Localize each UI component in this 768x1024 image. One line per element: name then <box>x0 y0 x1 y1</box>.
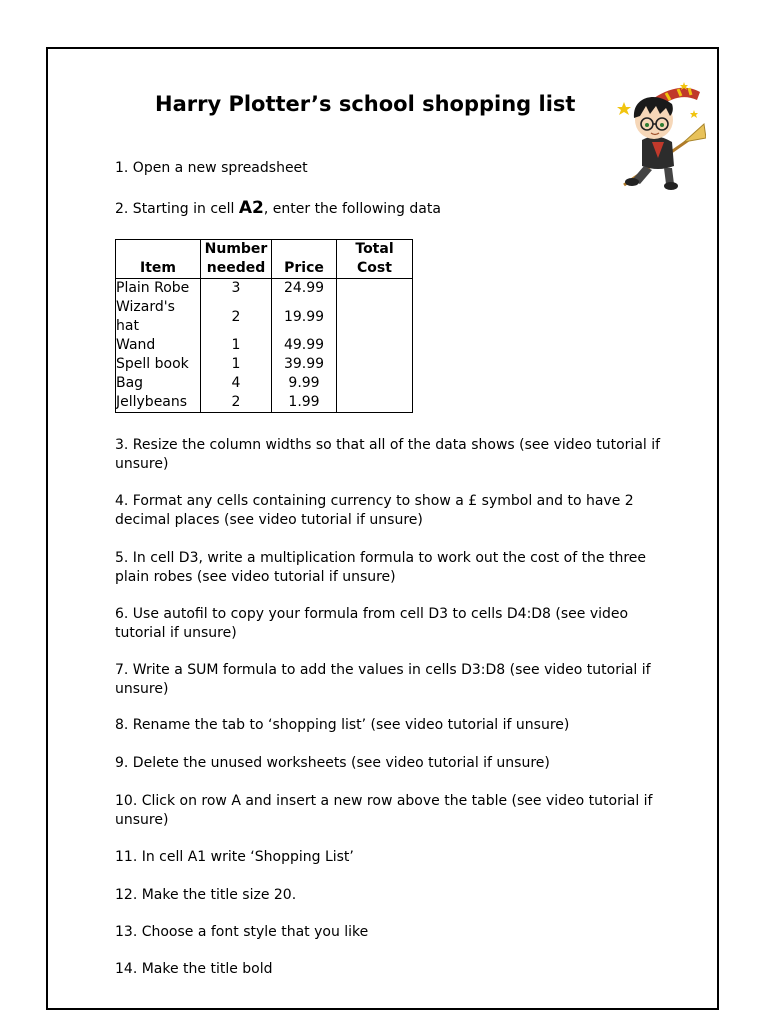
table-row <box>116 279 413 299</box>
table-header-row <box>116 240 413 279</box>
instruction-step: 11. In cell A1 write ‘Shopping List’ <box>115 849 354 865</box>
instruction-step: 5. In cell D3, write a multiplication formula to work out the cost of the three plain robes (see video tutorial if unsure) <box>115 550 647 585</box>
table-row <box>116 355 413 374</box>
table-row <box>116 336 413 355</box>
cell-number: 1 <box>201 355 272 374</box>
table-row <box>116 298 413 336</box>
cell-item: Spell book <box>116 355 201 374</box>
cell-number: 1 <box>201 336 272 355</box>
cell-number: 3 <box>201 279 272 299</box>
cell-number: 2 <box>201 393 272 413</box>
instruction-step: 13. Choose a font style that you like <box>115 924 369 940</box>
cell-price: 49.99 <box>272 336 337 355</box>
cell-item: Wand <box>116 336 201 355</box>
column-header-price: Price <box>272 240 337 279</box>
cell-item: Plain Robe <box>116 279 201 299</box>
cell-total <box>337 355 413 374</box>
cell-reference: A2 <box>238 198 264 218</box>
table-row <box>116 374 413 393</box>
cell-total <box>337 279 413 299</box>
step-text: , enter the following data <box>263 201 441 217</box>
instruction-step: 4. Format any cells containing currency to show a £ symbol and to have 2 decimal places (see video tutorial if unsure) <box>115 493 634 528</box>
instruction-step: 8. Rename the tab to ‘shopping list’ (see video tutorial if unsure) <box>115 717 570 733</box>
instruction-step: 12. Make the title size 20. <box>115 887 297 903</box>
instruction-step: 6. Use autofil to copy your formula from cell D3 to cells D4:D8 (see video tutorial if unsure) <box>115 606 629 641</box>
instruction-step: 3. Resize the column widths so that all of the data shows (see video tutorial if unsure) <box>115 437 661 472</box>
step-text: 2. Starting in cell <box>115 201 239 217</box>
column-header-number: Number needed <box>201 240 272 279</box>
cell-total <box>337 393 413 413</box>
cell-total <box>337 374 413 393</box>
instruction-step: 7. Write a SUM formula to add the values in cells D3:D8 (see video tutorial if unsure) <box>115 662 651 697</box>
shopping-data-table <box>115 239 413 413</box>
page-title: Harry Plotter’s school shopping list <box>155 92 576 116</box>
cell-total <box>337 298 413 336</box>
instruction-step: 14. Make the title bold <box>115 961 273 977</box>
cell-price: 9.99 <box>272 374 337 393</box>
cell-price: 19.99 <box>272 298 337 336</box>
cell-total <box>337 336 413 355</box>
cell-number: 4 <box>201 374 272 393</box>
instruction-step <box>115 199 675 219</box>
cell-price: 39.99 <box>272 355 337 374</box>
cell-price: 1.99 <box>272 393 337 413</box>
wizard-mascot-icon <box>614 80 706 196</box>
cell-item: Bag <box>116 374 201 393</box>
instruction-step: 1. Open a new spreadsheet <box>115 160 308 176</box>
cell-number: 2 <box>201 298 272 336</box>
cell-price: 24.99 <box>272 279 337 299</box>
instruction-step: 10. Click on row A and insert a new row above the table (see video tutorial if unsure) <box>115 793 653 828</box>
column-header-item: Item <box>116 240 201 279</box>
cell-item: Wizard's hat <box>116 298 201 336</box>
column-header-total: Total Cost <box>337 240 413 279</box>
instruction-step: 9. Delete the unused worksheets (see video tutorial if unsure) <box>115 755 550 771</box>
table-row <box>116 393 413 413</box>
cell-item: Jellybeans <box>116 393 201 413</box>
